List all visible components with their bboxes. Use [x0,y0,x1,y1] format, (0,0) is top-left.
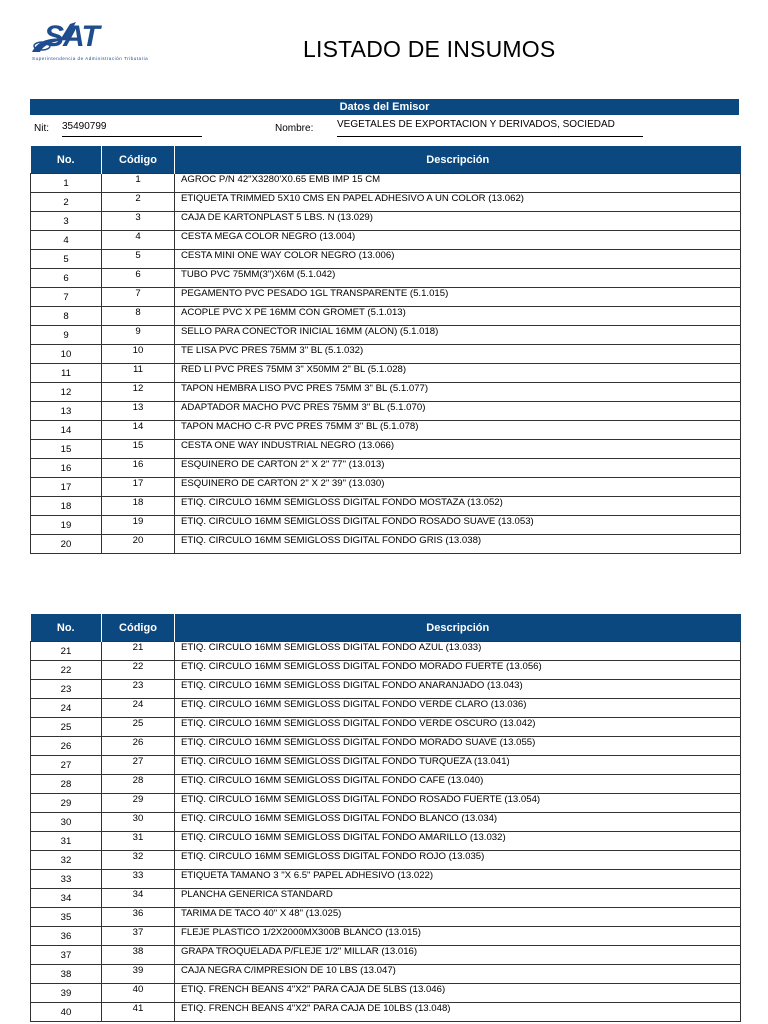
row-codigo: 20 [102,535,175,554]
row-descripcion: TE LISA PVC PRES 75MM 3" BL (5.1.032) [175,345,741,364]
table-row [31,718,741,737]
row-no: 33 [31,870,102,889]
row-no: 13 [31,402,102,421]
row-no: 10 [31,345,102,364]
row-no: 34 [31,889,102,908]
row-no: 2 [31,193,102,212]
table-row [31,516,741,535]
table-row [31,345,741,364]
row-codigo: 40 [102,984,175,1003]
row-codigo: 4 [102,231,175,250]
row-codigo: 8 [102,307,175,326]
row-no: 12 [31,383,102,402]
table-row [31,402,741,421]
row-descripcion: CESTA ONE WAY INDUSTRIAL NEGRO (13.066) [175,440,741,459]
row-codigo: 41 [102,1003,175,1022]
column-header-descripcion: Descripción [175,614,741,642]
table-row [31,535,741,554]
nombre-label: Nombre: [275,123,314,134]
row-no: 26 [31,737,102,756]
row-descripcion: SELLO PARA CONECTOR INICIAL 16MM (ALON) (5.1.018) [175,326,741,345]
row-no: 3 [31,212,102,231]
row-codigo: 7 [102,288,175,307]
row-no: 27 [31,756,102,775]
row-no: 19 [31,516,102,535]
row-descripcion: ETIQ. FRENCH BEANS 4"X2" PARA CAJA DE 5LBS (13.046) [175,984,741,1003]
row-descripcion: ETIQ. CIRCULO 16MM SEMIGLOSS DIGITAL FONDO ROSADO FUERTE (13.054) [175,794,741,813]
table-row [31,661,741,680]
table-row [31,383,741,402]
row-no: 31 [31,832,102,851]
row-descripcion: ADAPTADOR MACHO PVC PRES 75MM 3" BL (5.1.070) [175,402,741,421]
row-codigo: 32 [102,851,175,870]
row-codigo: 1 [102,174,175,193]
row-descripcion: ACOPLE PVC X PE 16MM CON GROMET (5.1.013) [175,307,741,326]
row-no: 9 [31,326,102,345]
row-no: 7 [31,288,102,307]
emisor-header: Datos del Emisor [30,99,739,115]
table-row [31,269,741,288]
table-row [31,870,741,889]
table-header-row [31,614,741,642]
row-codigo: 22 [102,661,175,680]
row-descripcion: ETIQ. CIRCULO 16MM SEMIGLOSS DIGITAL FONDO ROSADO SUAVE (13.053) [175,516,741,535]
row-no: 18 [31,497,102,516]
row-no: 15 [31,440,102,459]
table-row [31,364,741,383]
row-codigo: 16 [102,459,175,478]
row-descripcion: ETIQUETA TRIMMED 5X10 CMS EN PAPEL ADHESIVO A UN COLOR (13.062) [175,193,741,212]
row-codigo: 12 [102,383,175,402]
table-row [31,813,741,832]
table-row [31,212,741,231]
column-header-codigo: Código [102,146,175,174]
table-row [31,459,741,478]
row-descripcion: ETIQ. CIRCULO 16MM SEMIGLOSS DIGITAL FONDO ROJO (13.035) [175,851,741,870]
row-descripcion: ETIQ. CIRCULO 16MM SEMIGLOSS DIGITAL FONDO TURQUEZA (13.041) [175,756,741,775]
row-no: 38 [31,965,102,984]
row-descripcion: ETIQ. CIRCULO 16MM SEMIGLOSS DIGITAL FONDO MORADO SUAVE (13.055) [175,737,741,756]
row-no: 16 [31,459,102,478]
row-no: 23 [31,680,102,699]
row-codigo: 3 [102,212,175,231]
row-descripcion: ETIQ. CIRCULO 16MM SEMIGLOSS DIGITAL FONDO MOSTAZA (13.052) [175,497,741,516]
table-row [31,478,741,497]
row-descripcion: TARIMA DE TACO 40" X 48" (13.025) [175,908,741,927]
row-descripcion: RED LI PVC PRES 75MM 3" X50MM 2" BL (5.1.028) [175,364,741,383]
row-codigo: 23 [102,680,175,699]
table-row [31,250,741,269]
row-no: 8 [31,307,102,326]
row-descripcion: ETIQ. CIRCULO 16MM SEMIGLOSS DIGITAL FONDO BLANCO (13.034) [175,813,741,832]
row-no: 21 [31,642,102,661]
row-codigo: 26 [102,737,175,756]
row-no: 28 [31,775,102,794]
logo-subtitle: Superintendencia de Administración Tributaria [32,56,149,61]
table-header-row [31,146,741,174]
row-codigo: 27 [102,756,175,775]
table-row [31,737,741,756]
row-codigo: 29 [102,794,175,813]
row-descripcion: TAPON MACHO C-R PVC PRES 75MM 3" BL (5.1.078) [175,421,741,440]
table-row [31,193,741,212]
table-row [31,231,741,250]
page-title: LISTADO DE INSUMOS [303,36,556,62]
column-header-no: No. [31,146,102,174]
row-codigo: 2 [102,193,175,212]
row-descripcion: CAJA DE KARTONPLAST 5 LBS. N (13.029) [175,212,741,231]
row-codigo: 31 [102,832,175,851]
row-no: 32 [31,851,102,870]
row-codigo: 39 [102,965,175,984]
table-row [31,421,741,440]
row-codigo: 19 [102,516,175,535]
row-codigo: 10 [102,345,175,364]
row-descripcion: ETIQ. FRENCH BEANS 4"X2" PARA CAJA DE 10LBS (13.048) [175,1003,741,1022]
row-codigo: 21 [102,642,175,661]
column-header-codigo: Código [102,614,175,642]
row-codigo: 25 [102,718,175,737]
table-row [31,908,741,927]
row-no: 6 [31,269,102,288]
table-row [31,832,741,851]
row-descripcion: ETIQ. CIRCULO 16MM SEMIGLOSS DIGITAL FONDO VERDE CLARO (13.036) [175,699,741,718]
row-descripcion: ETIQ. CIRCULO 16MM SEMIGLOSS DIGITAL FONDO VERDE OSCURO (13.042) [175,718,741,737]
column-header-no: No. [31,614,102,642]
table-row [31,699,741,718]
row-codigo: 13 [102,402,175,421]
table-row [31,946,741,965]
row-no: 30 [31,813,102,832]
row-no: 22 [31,661,102,680]
row-codigo: 14 [102,421,175,440]
row-codigo: 11 [102,364,175,383]
row-no: 11 [31,364,102,383]
row-descripcion: TAPON HEMBRA LISO PVC PRES 75MM 3" BL (5.1.077) [175,383,741,402]
row-codigo: 36 [102,908,175,927]
nit-value: 35490799 [62,121,202,137]
table-row [31,174,741,193]
row-no: 14 [31,421,102,440]
row-no: 5 [31,250,102,269]
row-codigo: 34 [102,889,175,908]
table-row [31,794,741,813]
row-codigo: 17 [102,478,175,497]
table-row [31,642,741,661]
table-row [31,680,741,699]
nit-label: Nit: [34,123,49,134]
table-row [31,965,741,984]
row-descripcion: ETIQ. CIRCULO 16MM SEMIGLOSS DIGITAL FONDO ANARANJADO (13.043) [175,680,741,699]
table-row [31,440,741,459]
row-descripcion: ETIQ. CIRCULO 16MM SEMIGLOSS DIGITAL FONDO GRIS (13.038) [175,535,741,554]
column-header-descripcion: Descripción [175,146,741,174]
table-row [31,889,741,908]
table-row [31,984,741,1003]
table-row [31,756,741,775]
table-row [31,1003,741,1022]
nombre-value: VEGETALES DE EXPORTACION Y DERIVADOS, SOCIEDAD [337,119,643,137]
row-descripcion: CESTA MINI ONE WAY COLOR NEGRO (13.006) [175,250,741,269]
row-no: 17 [31,478,102,497]
row-no: 35 [31,908,102,927]
insumos-table-1 [30,146,741,554]
row-descripcion: ETIQ. CIRCULO 16MM SEMIGLOSS DIGITAL FONDO MORADO FUERTE (13.056) [175,661,741,680]
row-codigo: 24 [102,699,175,718]
row-no: 37 [31,946,102,965]
table-row [31,307,741,326]
row-no: 36 [31,927,102,946]
table-row [31,326,741,345]
table-row [31,851,741,870]
insumos-table-2 [30,614,741,1022]
row-codigo: 9 [102,326,175,345]
row-codigo: 33 [102,870,175,889]
row-no: 4 [31,231,102,250]
table-row [31,775,741,794]
row-codigo: 30 [102,813,175,832]
row-no: 40 [31,1003,102,1022]
row-no: 25 [31,718,102,737]
row-codigo: 15 [102,440,175,459]
row-descripcion: ESQUINERO DE CARTON 2" X 2" 77" (13.013) [175,459,741,478]
row-descripcion: ETIQ. CIRCULO 16MM SEMIGLOSS DIGITAL FONDO AMARILLO (13.032) [175,832,741,851]
row-descripcion: ETIQ. CIRCULO 16MM SEMIGLOSS DIGITAL FONDO AZUL (13.033) [175,642,741,661]
table-row [31,288,741,307]
row-descripcion: AGROC P/N 42"X3280'X0.65 EMB IMP 15 CM [175,174,741,193]
row-codigo: 37 [102,927,175,946]
row-codigo: 6 [102,269,175,288]
row-descripcion: GRAPA TROQUELADA P/FLEJE 1/2" MILLAR (13.016) [175,946,741,965]
row-descripcion: ETIQ. CIRCULO 16MM SEMIGLOSS DIGITAL FONDO CAFE (13.040) [175,775,741,794]
row-descripcion: ETIQUETA TAMANO 3 "X 6.5" PAPEL ADHESIVO (13.022) [175,870,741,889]
row-codigo: 38 [102,946,175,965]
row-descripcion: FLEJE PLASTICO 1/2X2000MX300B BLANCO (13.015) [175,927,741,946]
row-no: 20 [31,535,102,554]
row-no: 1 [31,174,102,193]
row-descripcion: ESQUINERO DE CARTON 2" X 2" 39" (13.030) [175,478,741,497]
row-no: 29 [31,794,102,813]
table-row [31,927,741,946]
row-descripcion: PEGAMENTO PVC PESADO 1GL TRANSPARENTE (5.1.015) [175,288,741,307]
table-row [31,497,741,516]
row-descripcion: CAJA NEGRA C/IMPRESION DE 10 LBS (13.047) [175,965,741,984]
logo-wordmark: SAT [44,20,99,53]
row-descripcion: PLANCHA GENERICA STANDARD [175,889,741,908]
row-codigo: 5 [102,250,175,269]
row-no: 39 [31,984,102,1003]
row-codigo: 18 [102,497,175,516]
row-descripcion: TUBO PVC 75MM(3")X6M (5.1.042) [175,269,741,288]
row-descripcion: CESTA MEGA COLOR NEGRO (13.004) [175,231,741,250]
row-no: 24 [31,699,102,718]
row-codigo: 28 [102,775,175,794]
